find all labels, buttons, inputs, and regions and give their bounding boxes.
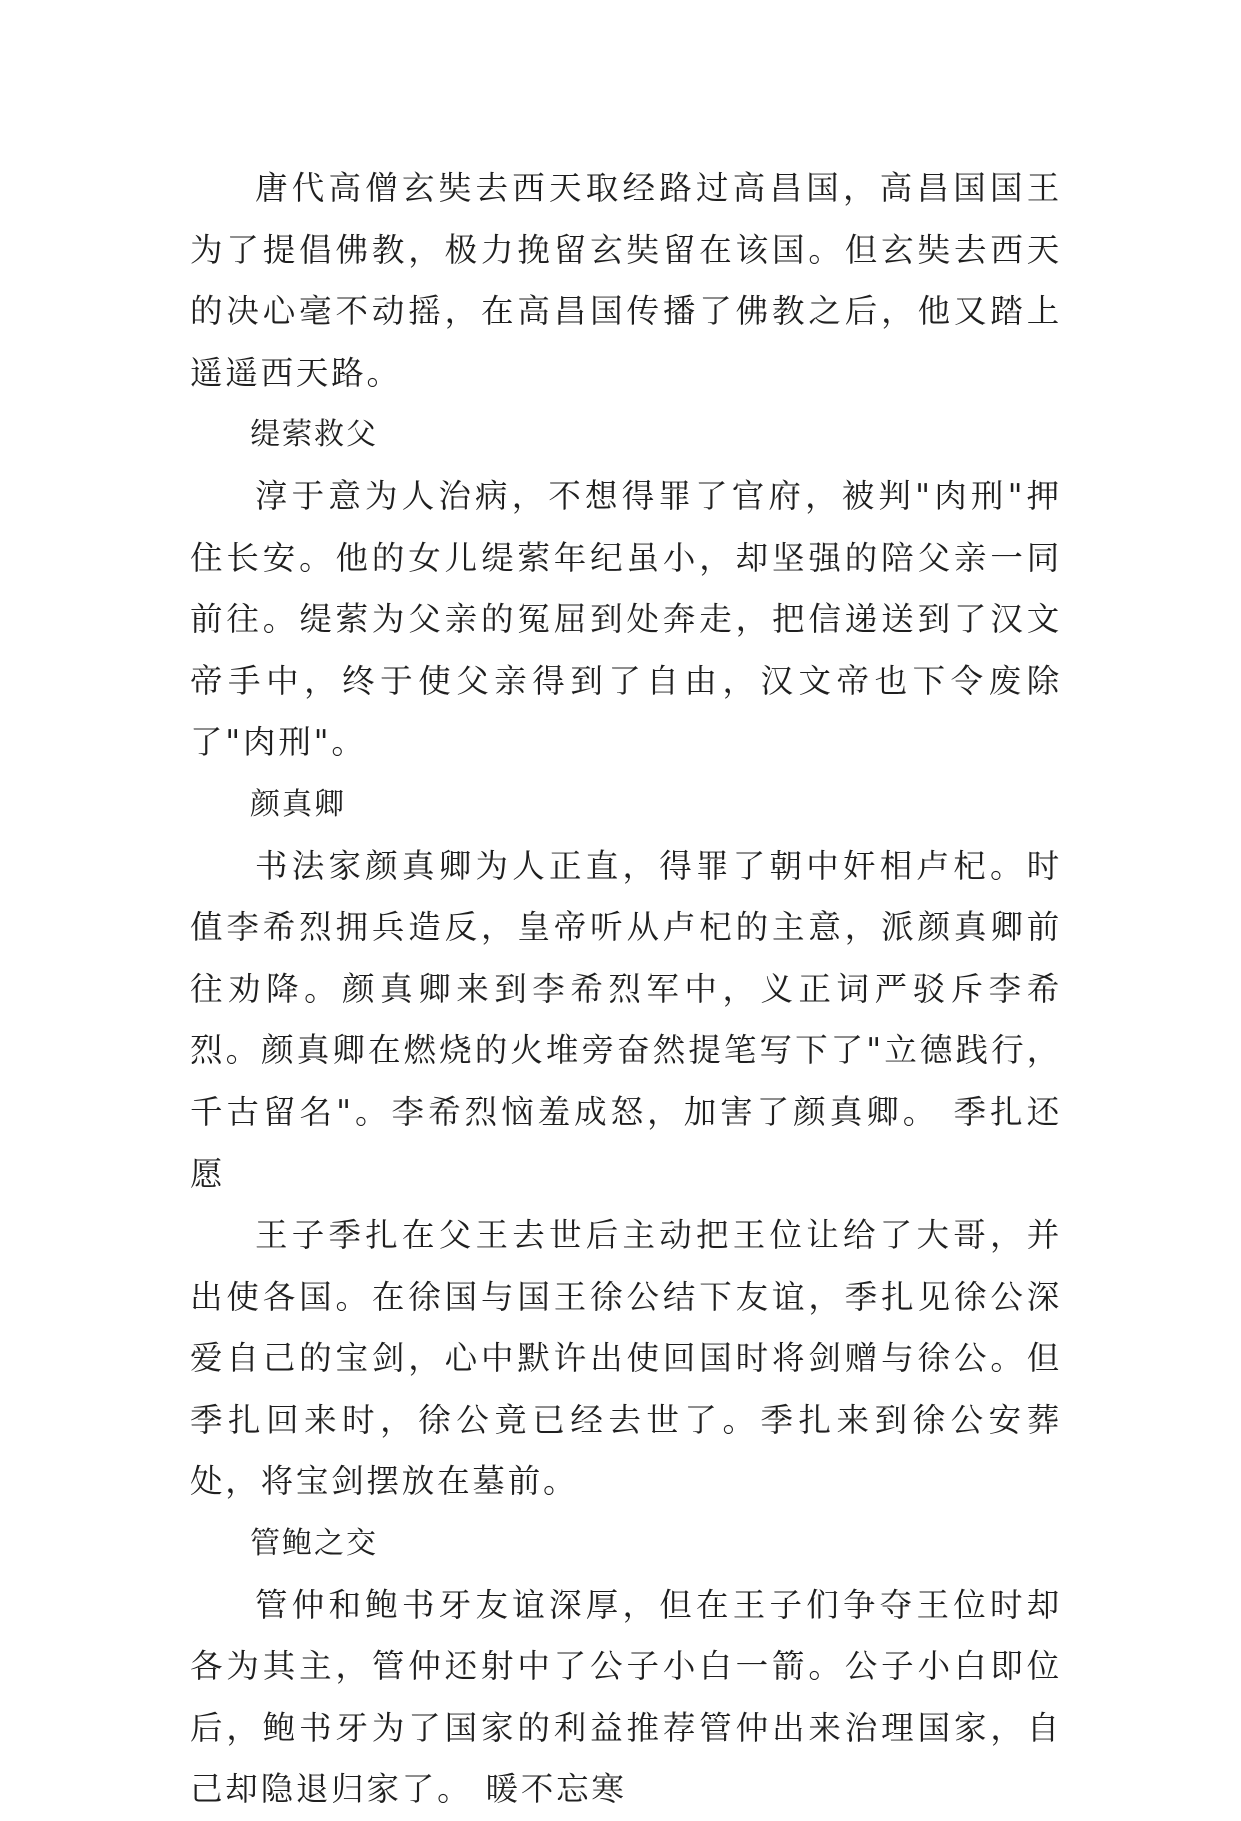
- paragraph-guanbao: 管仲和鲍书牙友谊深厚，但在王子们争夺王位时却各为其主，管仲还射中了公子小白一箭。公子小白即位后，鲍书牙为了国家的利益推荐管仲出来治理国家，自己却隐退归家了。 暖不忘寒: [190, 1585, 1062, 1809]
- paragraph-tiying: 淳于意为人治病，不想得罪了官府，被判"肉刑"押住长安。他的女儿缇萦年纪虽小，却坚强的陪父亲一同前往。缇萦为父亲的冤屈到处奔走，把信递送到了汉文帝手中，终于使父亲得到了自由，汉文帝也下令废除了"肉刑"。: [190, 476, 1062, 762]
- document-body: [190, 158, 1062, 1821]
- paragraph-xuanzang: 唐代高僧玄奘去西天取经路过高昌国，高昌国国王为了提倡佛教，极力挽留玄奘留在该国。但玄奘去西天的决心毫不动摇，在高昌国传播了佛教之后，他又踏上遥遥西天路。: [190, 169, 1062, 392]
- heading-guanbao: 管鲍之交: [250, 1526, 378, 1562]
- heading-yanzhenqing: 颜真卿: [250, 786, 346, 822]
- paragraph-jizha: 王子季扎在父王去世后主动把王位让给了大哥，并出使各国。在徐国与国王徐公结下友谊，季扎见徐公深爱自己的宝剑，心中默许出使回国时将剑赠与徐公。但季扎回来时，徐公竟已经去世了。季扎来到徐公安葬处，将宝剑摆放在墓前。: [190, 1216, 1062, 1501]
- paragraph-yanzhenqing: 书法家颜真卿为人正直，得罪了朝中奸相卢杞。时值李希烈拥兵造反，皇帝听从卢杞的主意，派颜真卿前往劝降。颜真卿来到李希烈军中，义正词严驳斥李希烈。颜真卿在燃烧的火堆旁奋然提笔写下了"立德践行，千古留名"。李希烈恼羞成怒，加害了颜真卿。 季扎还愿: [190, 846, 1062, 1193]
- heading-tiying: 缇萦救父: [250, 417, 378, 453]
